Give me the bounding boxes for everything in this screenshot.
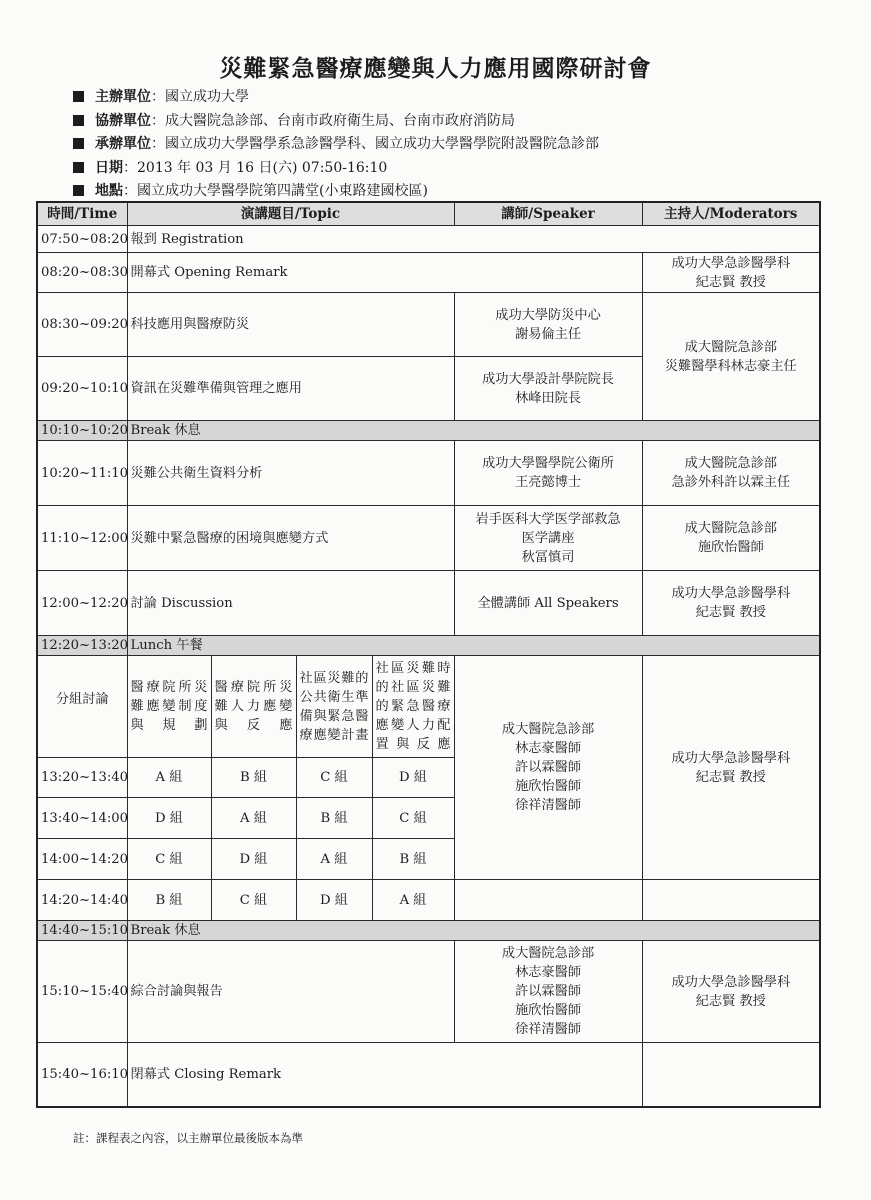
group-cell: C 組: [296, 758, 372, 798]
square-bullet-icon: [73, 138, 84, 149]
speaker-line: 施欣怡醫師: [515, 779, 582, 794]
group-cell: D 組: [211, 839, 296, 880]
speaker-line: 成功大學防災中心: [495, 307, 601, 323]
table-row: [37, 441, 820, 506]
group-cell: A 組: [296, 839, 372, 880]
footnote: 註：課程表之內容，以主辦單位最後版本為準: [73, 1131, 303, 1145]
table-row: [37, 1043, 820, 1107]
group-cell: A 組: [372, 880, 454, 921]
info-value: ：國立成功大學醫學院第四講堂(小東路建國校區): [123, 183, 428, 199]
group-cell: C 組: [372, 798, 454, 839]
break-row: [37, 421, 820, 441]
group-cell: C 組: [211, 880, 296, 921]
topic-cell: 討論 Discussion: [127, 571, 454, 636]
table-row: [37, 226, 820, 253]
moderator-cell: [642, 506, 820, 571]
header-speaker: 講師/Speaker: [454, 202, 642, 226]
break-row: [37, 636, 820, 656]
group-label: 分組討論: [37, 656, 127, 758]
group-cell: B 組: [127, 880, 211, 921]
speaker-cell: [454, 941, 642, 1043]
table-row: [37, 293, 820, 357]
group-cell: B 組: [211, 758, 296, 798]
break-row: [37, 921, 820, 941]
speaker-line: 林志豪醫師: [515, 741, 582, 756]
group-topic-cell: 社區災難時的社區災難的緊急醫療應變人力配置與反應: [372, 656, 454, 758]
speaker-line: 成功大學設計學院院長: [482, 371, 614, 387]
group-cell: D 組: [296, 880, 372, 921]
group-session-row: [37, 880, 820, 921]
moderator-line: 紀志賢 教授: [695, 993, 766, 1009]
moderator-line: 成功大學急診醫學科: [671, 974, 791, 990]
moderator-line: 紀志賢 教授: [695, 605, 766, 620]
speaker-line: 許以霖醫師: [515, 984, 582, 999]
speaker-line: 許以霖醫師: [515, 760, 582, 775]
schedule-table: [36, 201, 821, 1108]
speaker-line: 医学講座: [521, 530, 575, 546]
speaker-line: 林志豪醫師: [515, 965, 582, 980]
moderator-cell: [642, 571, 820, 636]
speaker-line: 成功大學醫學院公衛所: [482, 456, 614, 471]
square-bullet-icon: [73, 185, 84, 196]
moderator-cell: [642, 941, 820, 1043]
topic-cell: Break 休息: [127, 921, 820, 941]
speaker-cell: [454, 357, 642, 421]
group-cell: C 組: [127, 839, 211, 880]
moderator-line: 施欣怡醫師: [697, 540, 764, 555]
time-cell: 09:20~10:10: [37, 357, 127, 421]
moderator-line: 成功大學急診醫學科: [671, 255, 791, 271]
speaker-line: 成大醫院急診部: [501, 722, 595, 737]
info-value: ：2013 年 03 月 16 日(六) 07:50-16:10: [123, 159, 388, 176]
speaker-line: 施欣怡醫師: [515, 1003, 582, 1018]
speaker-line: 徐祥清醫師: [515, 798, 582, 813]
speaker-line: 林峰田院長: [515, 390, 582, 406]
group-topic-cell: 社區災難的公共衛生準備與緊急醫療應變計畫: [296, 656, 372, 758]
time-cell: 08:20~08:30: [37, 253, 127, 293]
topic-cell: 資訊在災難準備與管理之應用: [127, 357, 454, 421]
moderator-line: 成功大學急診醫學科: [671, 586, 791, 601]
moderator-cell: [642, 1043, 820, 1107]
moderator-line: 災難醫學科林志豪主任: [664, 358, 797, 374]
info-label: 協辦單位: [95, 112, 151, 129]
topic-cell: Lunch 午餐: [127, 636, 820, 656]
speaker-cell: [454, 506, 642, 571]
info-label: 日期: [95, 159, 123, 176]
topic-cell: 災難中緊急醫療的困境與應變方式: [127, 506, 454, 571]
speaker-cell: [454, 880, 642, 921]
group-topic-cell: 醫療院所災難人力應變與反應: [211, 656, 296, 758]
header-moderators: 主持人/Moderators: [642, 202, 820, 226]
topic-cell: 開幕式 Opening Remark: [127, 253, 642, 293]
group-cell: D 組: [372, 758, 454, 798]
time-cell: 14:40~15:10: [37, 921, 127, 941]
speaker-cell: [454, 441, 642, 506]
table-row: [37, 506, 820, 571]
header-time: 時間/Time: [37, 202, 127, 226]
speaker-line: 成大醫院急診部: [501, 946, 595, 961]
moderator-line: 急診外科許以霖主任: [671, 475, 791, 490]
topic-cell: 災難公共衛生資料分析: [127, 441, 454, 506]
group-topics-row: [37, 656, 820, 758]
info-organizer: [73, 86, 599, 110]
moderator-line: 成大醫院急診部: [684, 456, 777, 471]
moderator-line: 成大醫院急診部: [684, 339, 777, 355]
square-bullet-icon: [73, 162, 84, 173]
speaker-cell: [454, 293, 642, 357]
square-bullet-icon: [73, 91, 84, 102]
time-cell: 13:20~13:40: [37, 758, 127, 798]
speaker-line: 徐祥清醫師: [515, 1022, 582, 1037]
speaker-line: 秋冨慎司: [521, 549, 575, 565]
time-cell: 12:20~13:20: [37, 636, 127, 656]
time-cell: 12:00~12:20: [37, 571, 127, 636]
header-topic: 演講題目/Topic: [127, 202, 454, 226]
time-cell: 15:40~16:10: [37, 1043, 127, 1107]
square-bullet-icon: [73, 115, 84, 126]
table-row: [37, 253, 820, 293]
moderator-cell: [642, 441, 820, 506]
info-value: ：國立成功大學醫學系急診醫學科、國立成功大學醫學院附設醫院急診部: [151, 136, 599, 152]
time-cell: 14:00~14:20: [37, 839, 127, 880]
topic-cell: Break 休息: [127, 421, 820, 441]
info-value: ：國立成功大學: [151, 89, 249, 105]
page-title: 災難緊急醫療應變與人力應用國際研討會: [219, 55, 652, 82]
info-co-organizer: [73, 110, 599, 134]
time-cell: 15:10~15:40: [37, 941, 127, 1043]
topic-cell: 報到 Registration: [127, 226, 820, 253]
time-cell: 11:10~12:00: [37, 506, 127, 571]
info-venue: [73, 180, 599, 204]
time-cell: 13:40~14:00: [37, 798, 127, 839]
moderator-cell: [642, 880, 820, 921]
group-cell: A 組: [127, 758, 211, 798]
moderator-line: 成大醫院急診部: [684, 521, 777, 536]
group-topic-cell: 醫療院所災難應變制度與規劃: [127, 656, 211, 758]
moderator-line: 紀志賢 教授: [695, 274, 766, 290]
group-cell: B 組: [372, 839, 454, 880]
table-row: [37, 941, 820, 1043]
time-cell: 07:50~08:20: [37, 226, 127, 253]
group-cell: D 組: [127, 798, 211, 839]
info-label: 承辦單位: [95, 136, 151, 152]
time-cell: 10:20~11:10: [37, 441, 127, 506]
info-label: 地點: [95, 183, 123, 199]
speaker-cell: 全體講師 All Speakers: [454, 571, 642, 636]
topic-cell: 科技應用與醫療防災: [127, 293, 454, 357]
speaker-line: 岩手医科大学医学部救急: [475, 511, 621, 527]
speaker-line: 王亮懿博士: [515, 475, 582, 490]
table-row: [37, 571, 820, 636]
moderator-line: 成功大學急診醫學科: [671, 750, 791, 766]
info-value: ：成大醫院急診部、台南市政府衛生局、台南市政府消防局: [151, 112, 515, 129]
time-cell: 08:30~09:20: [37, 293, 127, 357]
speaker-cell: [454, 656, 642, 880]
event-info: [73, 86, 599, 204]
moderator-cell: [642, 253, 820, 293]
group-cell: B 組: [296, 798, 372, 839]
info-label: 主辦單位: [95, 89, 151, 105]
info-host: [73, 133, 599, 157]
topic-cell: 綜合討論與報告: [127, 941, 454, 1043]
time-cell: 14:20~14:40: [37, 880, 127, 921]
moderator-line: 紀志賢 教授: [695, 769, 766, 785]
table-header: [37, 202, 820, 226]
topic-cell: 閉幕式 Closing Remark: [127, 1043, 642, 1107]
speaker-line: 謝易倫主任: [515, 326, 582, 342]
group-cell: A 組: [211, 798, 296, 839]
time-cell: 10:10~10:20: [37, 421, 127, 441]
moderator-cell: [642, 656, 820, 880]
info-date: [73, 157, 599, 181]
moderator-cell: [642, 293, 820, 421]
